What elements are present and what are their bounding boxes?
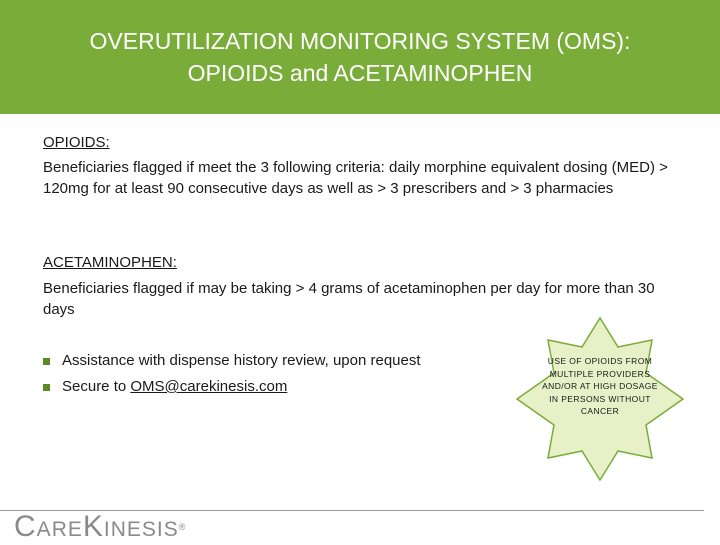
acetaminophen-criteria-text: Beneficiaries flagged if may be taking > 4 grams of acetaminophen per day for more than 30 days [43,280,655,318]
footer-divider [0,510,704,511]
square-bullet-icon [43,358,50,365]
opioids-criteria-text: Beneficiaries flagged if meet the 3 following criteria: daily morphine equivalent dosing (MED) > 120mg for at least 90 consecutive days as well as > 3 prescribers and > 3 pharmacies [43,159,668,197]
email-link[interactable]: OMS@carekinesis.com [130,378,288,395]
bullet-text: Assistance with dispense history review, upon request [62,352,421,369]
square-bullet-icon [43,384,50,391]
page-title-line-1: OVERUTILIZATION MONITORING SYSTEM (OMS): [89,28,631,54]
list-item [43,348,421,374]
bullet-text-prefix: Secure to [62,378,127,395]
carekinesis-logo: CAREKINESIS® [14,510,187,543]
opioids-heading: OPIOIDS: [43,134,110,151]
acetaminophen-heading: ACETAMINOPHEN: [43,254,177,271]
bullet-list [43,348,421,400]
page-title-line-2: OPIOIDS and ACETAMINOPHEN [187,60,533,86]
badge-text: USE OF OPIOIDS FROM MULTIPLE PROVIDERS AND/OR AT HIGH DOSAGE IN PERSONS WITHOUT CANCER [542,356,658,417]
list-item [43,374,421,400]
title-banner [0,0,720,114]
